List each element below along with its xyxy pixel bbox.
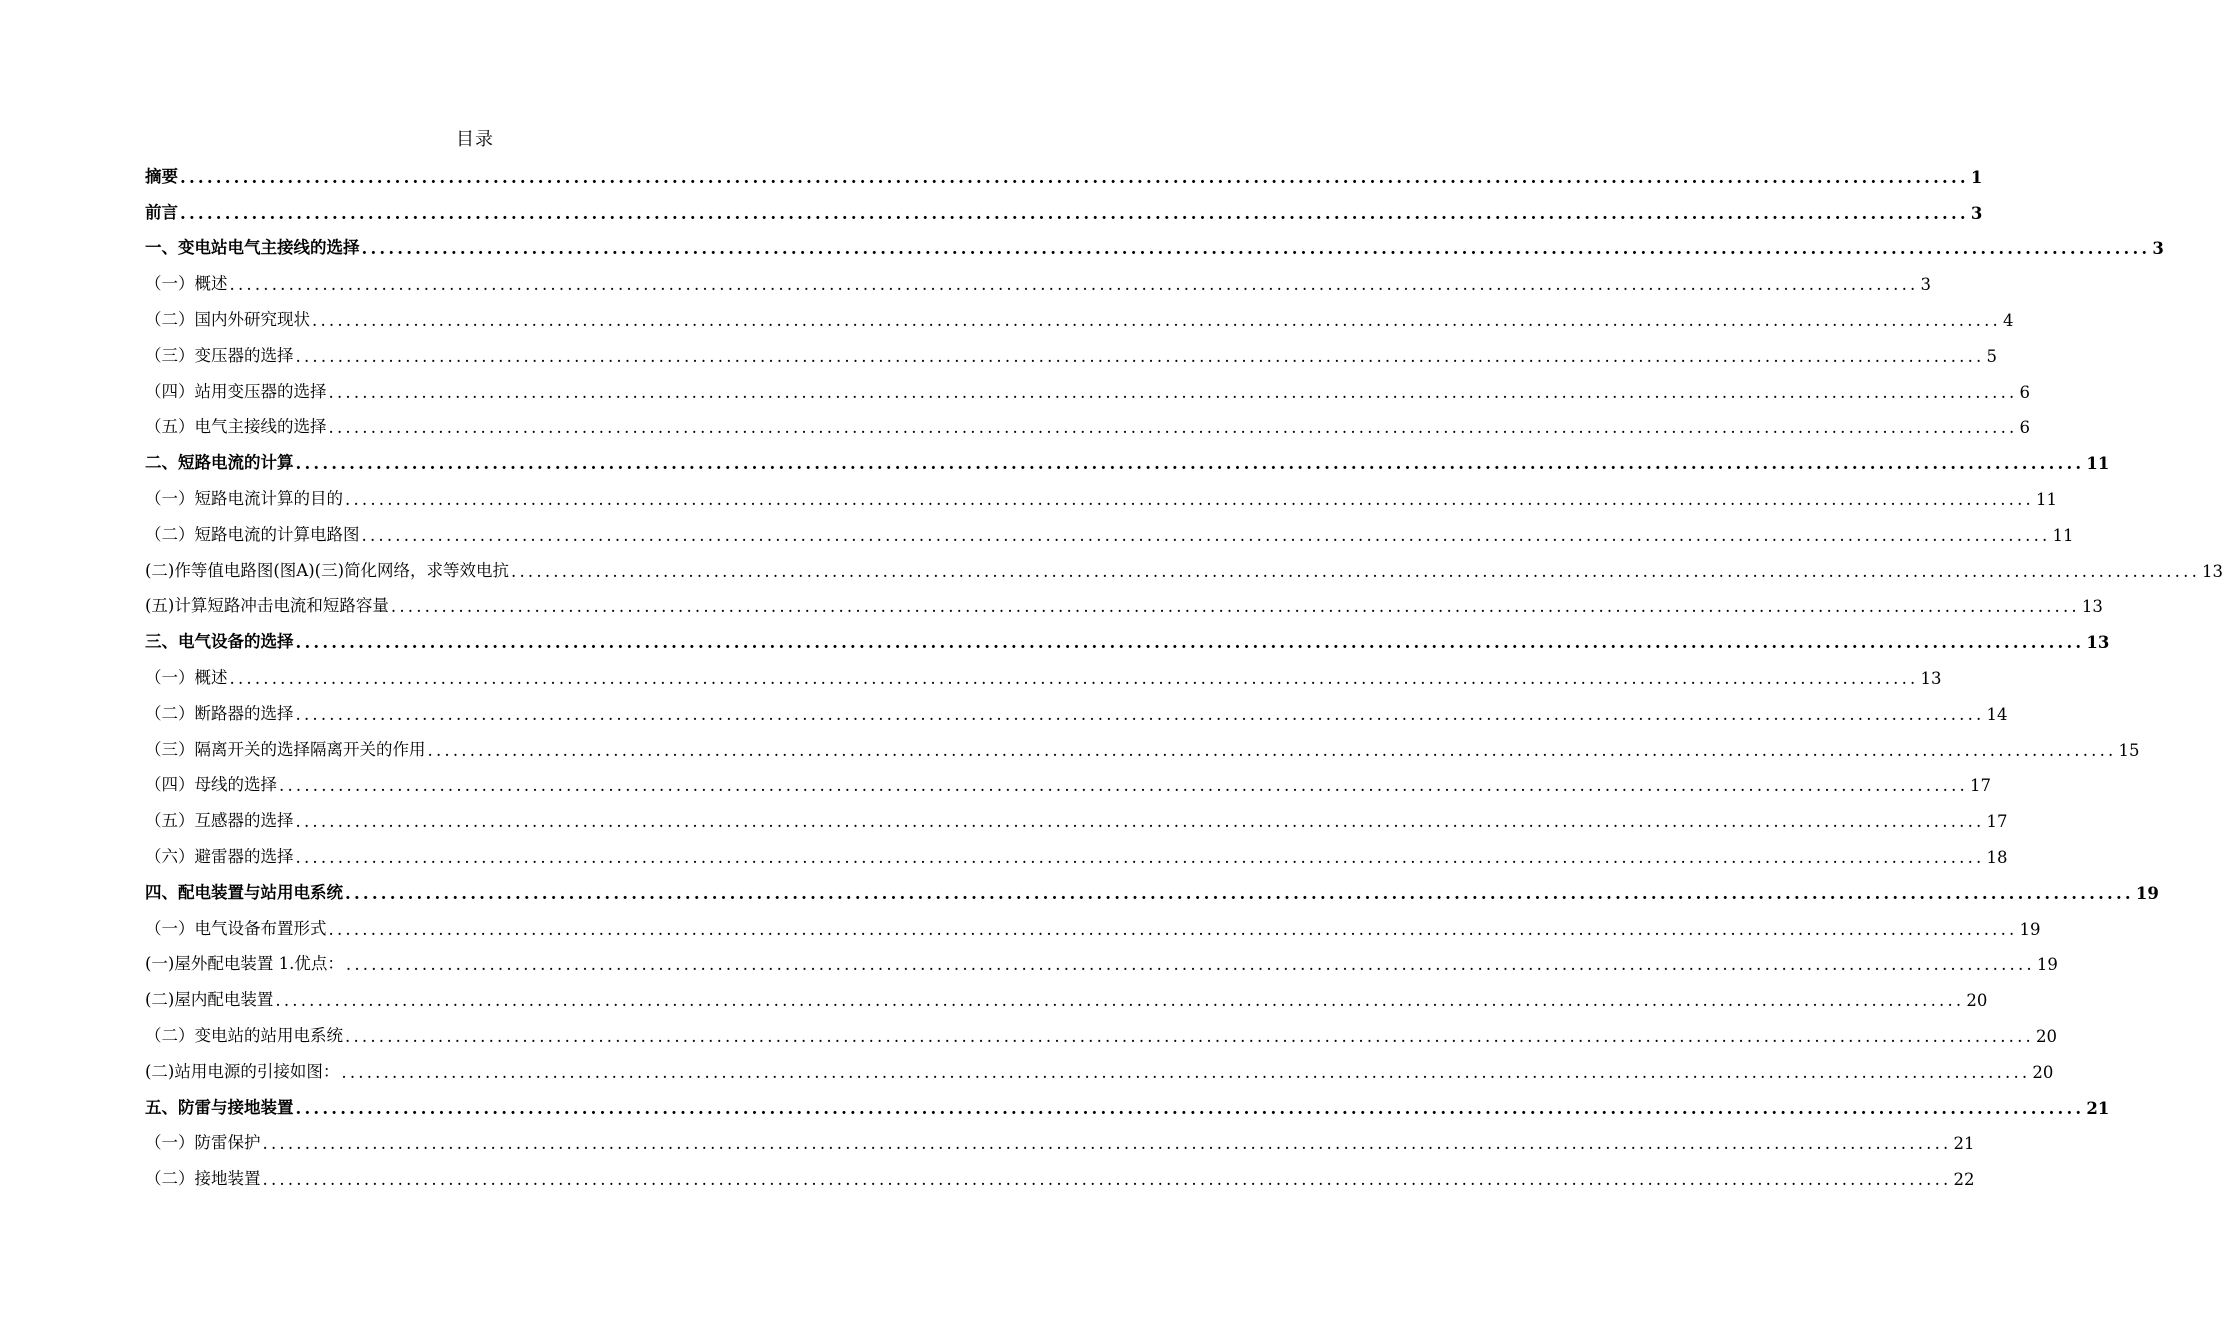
toc-entry-label: 前言 <box>145 202 178 222</box>
toc-entry-label: （五）电气主接线的选择 <box>145 417 327 437</box>
toc-entry[interactable] <box>145 408 2030 444</box>
toc-entry-label: （五）互感器的选择 <box>145 811 294 831</box>
toc-dot-leader: ........................................................................................................................................................................................................ <box>345 955 2035 975</box>
toc-entry-page-number: 20 <box>2035 1026 2057 1046</box>
toc-dot-leader: ........................................................................................................................................................................................................ <box>328 919 2018 939</box>
toc-entry[interactable] <box>145 980 1988 1016</box>
toc-dot-leader: ........................................................................................................................................................................................................ <box>262 1170 1952 1190</box>
toc-entry-label: （二）断路器的选择 <box>145 703 294 723</box>
toc-dot-leader: ........................................................................................................................................................................................................ <box>295 454 2085 474</box>
toc-entry[interactable] <box>145 622 2110 658</box>
toc-entry-page-number: 11 <box>2035 489 2057 509</box>
toc-dot-leader: ........................................................................................................................................................................................................ <box>390 597 2080 617</box>
toc-dot-leader: ........................................................................................................................................................................................................ <box>345 489 2034 509</box>
toc-entry-label: 四、配电装置与站用电系统 <box>145 882 343 902</box>
toc-entry[interactable] <box>145 587 2103 623</box>
toc-entry-label: （一）电气设备布置形式 <box>145 918 327 938</box>
toc-entry-label: （三）变压器的选择 <box>145 345 294 365</box>
toc-dot-leader: ........................................................................................................................................................................................................ <box>295 847 1985 867</box>
toc-dot-leader: ........................................................................................................................................................................................................ <box>229 275 1919 295</box>
toc-entry-page-number: 3 <box>2152 239 2164 259</box>
toc-entry-label: 二、短路电流的计算 <box>145 453 294 473</box>
toc-dot-leader: ........................................................................................................................................................................................................ <box>262 1134 1952 1154</box>
toc-entry[interactable] <box>145 229 2164 265</box>
toc-entry-page-number: 3 <box>1970 203 1983 223</box>
toc-entry[interactable] <box>145 766 1991 802</box>
toc-entry-page-number: 20 <box>1966 991 1988 1011</box>
toc-dot-leader: ........................................................................................................................................................................................................ <box>295 633 2085 653</box>
toc-entry-label: （六）避雷器的选择 <box>145 846 294 866</box>
toc-entry-page-number: 22 <box>1953 1170 1975 1190</box>
toc-entry-page-number: 19 <box>2019 919 2041 939</box>
toc-dot-leader: ........................................................................................................................................................................................................ <box>180 203 1969 223</box>
toc-entry-page-number: 14 <box>1986 704 2008 724</box>
toc-entry-label: （四）母线的选择 <box>145 775 277 795</box>
toc-entry[interactable] <box>145 837 2008 873</box>
toc-dot-leader: ........................................................................................................................................................................................................ <box>341 1062 2031 1082</box>
toc-dot-leader: ........................................................................................................................................................................................................ <box>295 346 1985 366</box>
toc-entry-page-number: 19 <box>2135 883 2159 903</box>
toc-entry-label: （一）防雷保护 <box>145 1133 261 1153</box>
toc-entry-page-number: 1 <box>1970 167 1983 187</box>
toc-entry-page-number: 13 <box>2081 597 2103 617</box>
toc-entry-label: （二）变电站的站用电系统 <box>145 1025 343 1045</box>
toc-entry-label: 三、电气设备的选择 <box>145 632 294 652</box>
toc-entry[interactable] <box>145 264 1931 300</box>
toc-entry[interactable] <box>145 193 1983 229</box>
toc-entry-label: （二）接地装置 <box>145 1169 261 1189</box>
toc-dot-leader: ........................................................................................................................................................................................................ <box>295 1098 2085 1118</box>
toc-entry[interactable] <box>145 443 2110 479</box>
toc-dot-leader: ........................................................................................................................................................................................................ <box>229 668 1919 688</box>
toc-entry-page-number: 17 <box>1969 776 1991 796</box>
toc-entry[interactable] <box>145 1124 1975 1160</box>
toc-entry-page-number: 11 <box>2086 454 2110 474</box>
toc-entry[interactable] <box>145 730 2140 766</box>
toc-entry[interactable] <box>145 479 2057 515</box>
toc-entry-page-number: 6 <box>2019 382 2030 402</box>
toc-entry-label: （一）概述 <box>145 274 228 294</box>
toc-dot-leader: ........................................................................................................................................................................................................ <box>328 418 2018 438</box>
toc-dot-leader: ........................................................................................................................................................................................................ <box>180 167 1969 187</box>
toc-title: 目录 <box>456 129 494 150</box>
toc-entry-page-number: 13 <box>2202 561 2223 581</box>
toc-entry[interactable] <box>145 551 2223 587</box>
toc-entry-page-number: 11 <box>2052 525 2074 545</box>
toc-entry-label: (二)屋内配电装置 <box>145 990 274 1010</box>
toc-entry[interactable] <box>145 1016 2057 1052</box>
toc-entry-label: (二)作等值电路图(图A)(三)简化网络，求等效电抗 <box>145 560 510 580</box>
toc-entry-page-number: 17 <box>1986 812 2008 832</box>
toc-dot-leader: ........................................................................................................................................................................................................ <box>279 776 1968 796</box>
toc-dot-leader: ........................................................................................................................................................................................................ <box>295 704 1985 724</box>
toc-entry[interactable] <box>145 694 2008 730</box>
toc-dot-leader: ........................................................................................................................................................................................................ <box>511 561 2201 581</box>
toc-entry-page-number: 13 <box>1920 668 1942 688</box>
toc-entry-label: （三）隔离开关的选择隔离开关的作用 <box>145 739 426 759</box>
toc-list <box>145 157 2223 1195</box>
toc-entry-label: （一）概述 <box>145 667 228 687</box>
toc-dot-leader: ........................................................................................................................................................................................................ <box>295 812 1985 832</box>
toc-entry-label: (五)计算短路冲击电流和短路容量 <box>145 596 389 616</box>
toc-entry-page-number: 4 <box>2002 310 2014 330</box>
toc-entry-page-number: 21 <box>1953 1134 1975 1154</box>
toc-entry-page-number: 19 <box>2036 955 2058 975</box>
toc-entry[interactable] <box>145 945 2058 981</box>
toc-entry[interactable] <box>145 1088 2110 1124</box>
toc-entry[interactable] <box>145 515 2074 551</box>
toc-entry-page-number: 21 <box>2086 1098 2110 1118</box>
toc-entry-label: (二)站用电源的引接如图： <box>145 1061 340 1081</box>
toc-dot-leader: ........................................................................................................................................................................................................ <box>361 239 2151 259</box>
toc-dot-leader: ........................................................................................................................................................................................................ <box>345 1026 2034 1046</box>
toc-entry-page-number: 5 <box>1986 346 1997 366</box>
toc-entry-label: （四）站用变压器的选择 <box>145 381 327 401</box>
toc-entry-page-number: 15 <box>2118 740 2140 760</box>
toc-dot-leader: ........................................................................................................................................................................................................ <box>427 740 2117 760</box>
toc-entry-page-number: 3 <box>1920 275 1931 295</box>
toc-entry[interactable] <box>145 1052 2054 1088</box>
toc-entry[interactable] <box>145 372 2030 408</box>
toc-entry[interactable] <box>145 336 1997 372</box>
toc-entry-label: (一)屋外配电装置 1.优点： <box>145 954 344 974</box>
toc-entry-page-number: 18 <box>1986 847 2008 867</box>
toc-entry[interactable] <box>145 873 2159 909</box>
toc-entry[interactable] <box>145 300 2014 336</box>
toc-entry-page-number: 6 <box>2019 418 2030 438</box>
toc-entry[interactable] <box>145 157 1983 193</box>
toc-entry[interactable] <box>145 909 2041 945</box>
toc-dot-leader: ........................................................................................................................................................................................................ <box>345 883 2134 903</box>
toc-entry-label: （二）国内外研究现状 <box>145 309 310 329</box>
toc-dot-leader: ........................................................................................................................................................................................................ <box>328 382 2018 402</box>
toc-entry-page-number: 20 <box>2032 1062 2054 1082</box>
toc-entry-label: （一）短路电流计算的目的 <box>145 488 343 508</box>
toc-entry-page-number: 13 <box>2086 633 2110 653</box>
toc-dot-leader: ........................................................................................................................................................................................................ <box>361 525 2051 545</box>
toc-dot-leader: ........................................................................................................................................................................................................ <box>312 310 2001 330</box>
toc-dot-leader: ........................................................................................................................................................................................................ <box>275 991 1965 1011</box>
toc-entry[interactable] <box>145 801 2008 837</box>
toc-entry-label: 五、防雷与接地装置 <box>145 1097 294 1117</box>
toc-entry[interactable] <box>145 658 1942 694</box>
toc-entry-label: 摘要 <box>145 166 178 186</box>
toc-entry[interactable] <box>145 1159 1975 1195</box>
toc-entry-label: 一、变电站电气主接线的选择 <box>145 238 360 258</box>
toc-entry-label: （二）短路电流的计算电路图 <box>145 524 360 544</box>
